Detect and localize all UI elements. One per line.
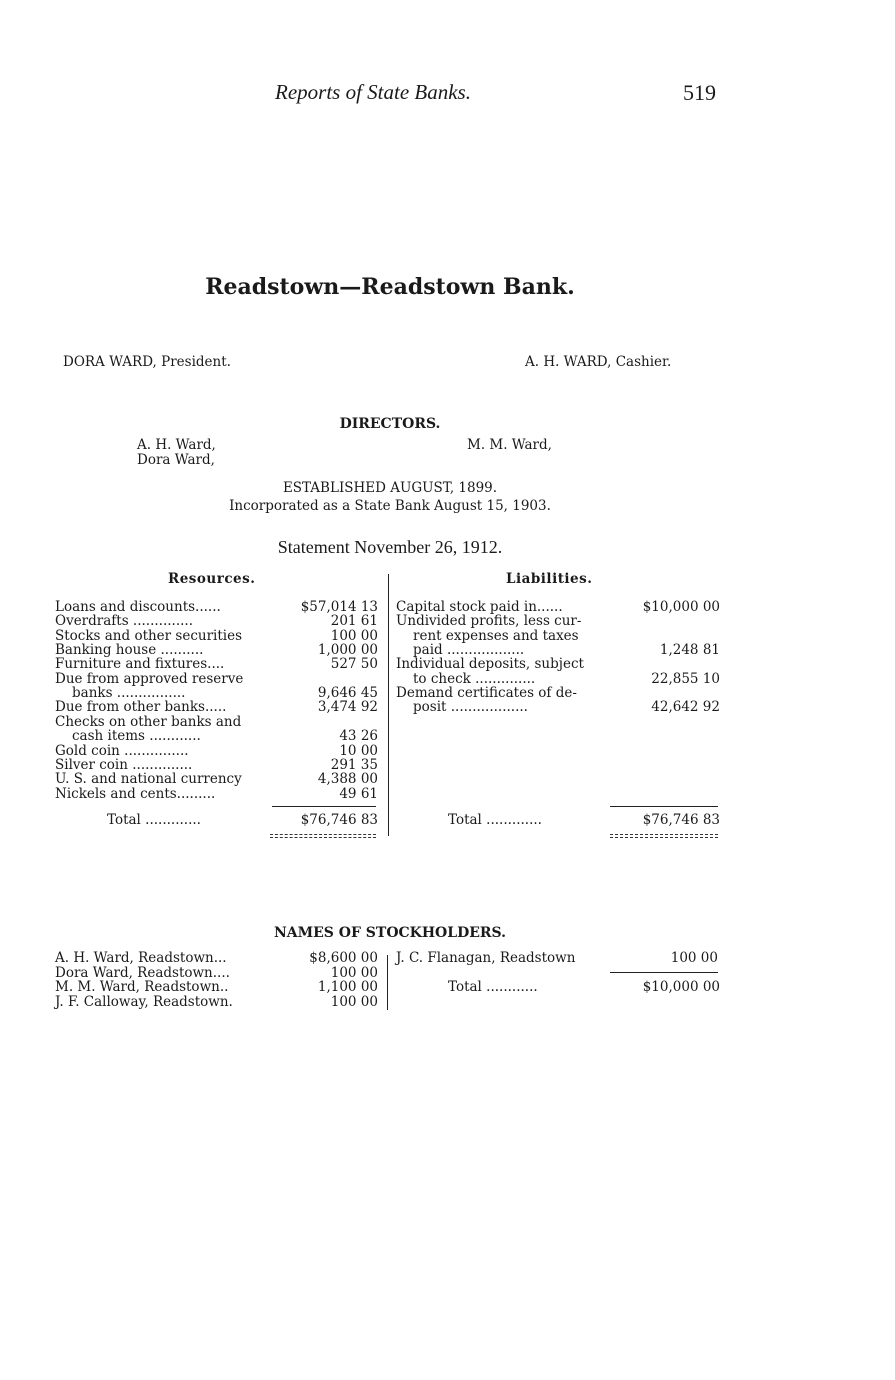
- stockholder-amount: 100 00: [330, 993, 378, 1010]
- director-name: M. M. Ward,: [467, 437, 552, 453]
- resources-sum-rule: [272, 806, 376, 807]
- resource-amount: 1,000 00: [317, 642, 378, 659]
- liabilities-sum-rule: [610, 806, 718, 807]
- resource-label: Furniture and fixtures....: [55, 656, 225, 673]
- directors-heading: DIRECTORS.: [339, 416, 441, 432]
- stockholders-heading: NAMES OF STOCKHOLDERS.: [273, 925, 507, 941]
- resource-amount: 10 00: [339, 742, 378, 759]
- resource-label: Stocks and other securities: [55, 627, 243, 644]
- stockholder-name: M. M. Ward, Readstown..: [55, 979, 229, 995]
- resource-amount: 201 61: [330, 613, 378, 630]
- liabilities-heading: Liabilities.: [506, 571, 593, 587]
- resources-row: [0, 729, 895, 744]
- liability-label: paid ..................: [413, 642, 525, 659]
- liability-label: posit ..................: [413, 699, 528, 716]
- stockholders-sum-rule: [610, 972, 718, 973]
- resources-total-label: Total .............: [107, 812, 201, 828]
- liability-amount: 1,248 81: [659, 642, 720, 659]
- incorporated-line: Incorporated as a State Bank August 15, 1903.: [229, 498, 551, 514]
- stockholder-row: [0, 995, 895, 1010]
- resource-label: banks ................: [72, 685, 186, 702]
- resource-amount: 100 00: [330, 627, 378, 644]
- resources-row: [0, 772, 895, 787]
- resource-label: Due from approved reserve: [55, 670, 244, 687]
- resource-amount: 3,474 92: [317, 699, 378, 716]
- stockholder-name: J. C. Flanagan, Readstown: [396, 950, 576, 966]
- stockholder-amount: $8,600 00: [309, 950, 378, 966]
- statement-date: Statement November 26, 1912.: [277, 537, 503, 557]
- resource-amount: 527 50: [330, 656, 378, 673]
- resource-amount: 49 61: [339, 785, 378, 802]
- page-number: 519: [683, 80, 716, 105]
- stockholder-amount: 100 00: [670, 950, 718, 966]
- cashier: A. H. WARD, Cashier.: [525, 354, 672, 370]
- liability-label: Undivided profits, less cur-: [396, 613, 582, 630]
- stockholder-row: [0, 951, 895, 967]
- resource-label: Due from other banks.....: [55, 699, 227, 716]
- liability-label: to check ..............: [413, 670, 536, 687]
- liabilities-total: $76,746 83: [642, 812, 720, 828]
- resource-amount: 9,646 45: [317, 685, 378, 702]
- resource-label: Checks on other banks and: [55, 713, 242, 730]
- resources-total: $76,746 83: [300, 812, 378, 828]
- resource-label: Nickels and cents.........: [55, 785, 216, 802]
- resource-amount: $57,014 13: [300, 599, 378, 615]
- liability-label: Individual deposits, subject: [396, 656, 584, 673]
- established-line: ESTABLISHED AUGUST, 1899.: [282, 480, 498, 496]
- resource-label: cash items ............: [72, 728, 201, 745]
- liability-label: rent expenses and taxes: [413, 627, 579, 644]
- stockholder-amount: 100 00: [330, 964, 378, 981]
- resource-amount: 4,388 00: [317, 771, 378, 788]
- president: DORA WARD, President.: [63, 354, 231, 370]
- stockholders-total-row: [0, 980, 895, 996]
- resource-amount: 291 35: [330, 756, 378, 773]
- liability-amount: 42,642 92: [651, 699, 720, 716]
- resources-heading: Resources.: [168, 571, 256, 587]
- liabilities-row: [0, 700, 895, 715]
- stockholders-total-label: Total ............: [448, 979, 538, 995]
- running-title: Reports of State Banks.: [275, 80, 471, 104]
- resource-amount: 43 26: [339, 728, 378, 745]
- resource-label: U. S. and national currency: [55, 771, 242, 788]
- stockholder-amount: 1,100 00: [317, 979, 378, 995]
- director-name: A. H. Ward,: [137, 437, 216, 453]
- liability-amount: $10,000 00: [642, 599, 720, 615]
- bank-title: Readstown—Readstown Bank.: [205, 274, 575, 300]
- stockholder-name: A. H. Ward, Readstown...: [55, 950, 227, 966]
- liability-label: Demand certificates of de-: [396, 685, 577, 702]
- stockholder-name: Dora Ward, Readstown....: [55, 964, 230, 981]
- resource-label: Banking house ..........: [55, 642, 204, 659]
- resource-label: Overdrafts ..............: [55, 613, 193, 630]
- stockholders-total: $10,000 00: [642, 979, 720, 995]
- liabilities-double-rule: [610, 834, 718, 838]
- resource-label: Silver coin ..............: [55, 756, 193, 773]
- liabilities-total-label: Total .............: [448, 812, 542, 828]
- resource-label: Loans and discounts......: [55, 599, 221, 615]
- resource-label: Gold coin ...............: [55, 742, 189, 759]
- liability-amount: 22,855 10: [651, 670, 720, 687]
- liabilities-total-row: [0, 813, 895, 829]
- director-name: Dora Ward,: [137, 452, 215, 468]
- resources-row: [0, 787, 895, 802]
- resources-double-rule: [270, 834, 376, 838]
- stockholder-name: J. F. Calloway, Readstown.: [55, 993, 233, 1010]
- liability-label: Capital stock paid in......: [396, 599, 563, 615]
